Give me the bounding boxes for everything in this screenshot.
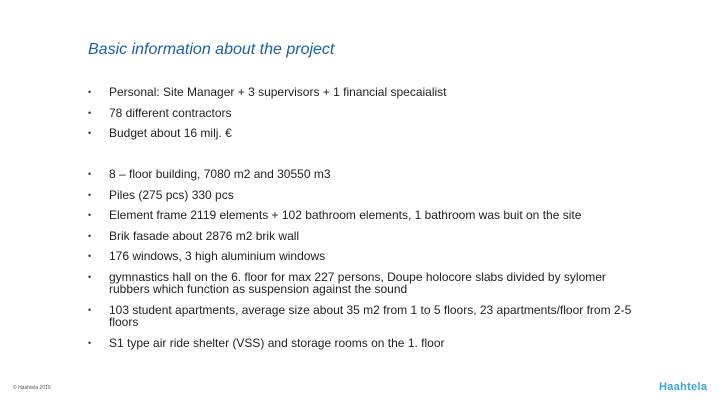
list-item-text: Element frame 2119 elements + 102 bathroom elements, 1 bathroom was buit on the site (109, 208, 582, 222)
list-item (88, 107, 648, 119)
list-item (88, 209, 648, 221)
bullet-icon: • (88, 169, 92, 179)
list-item-text: 78 different contractors (109, 106, 232, 120)
bullet-icon: • (88, 338, 92, 348)
slide-title: Basic information about the project (88, 41, 335, 58)
list-item-text: 103 student apartments, average size about 35 m2 from 1 to 5 floors, 23 apartments/floor from 2-5 floors (109, 303, 632, 329)
list-item (88, 168, 648, 180)
list-item-text: gymnastics hall on the 6. floor for max 227 persons, Doupe holocore slabs divided by sylomer rubbers which function as suspension against the sound (109, 270, 606, 296)
list-item-text: 8 – floor building, 7080 m2 and 30550 m3 (109, 167, 331, 181)
bullet-icon: • (88, 251, 92, 261)
list-item-text: Budget about 16 milj. € (109, 126, 232, 140)
bullet-icon: • (88, 272, 92, 282)
bullet-icon: • (88, 108, 92, 118)
bullet-icon: • (88, 210, 92, 220)
haahtela-logo: Haahtela (659, 381, 708, 393)
bullet-icon: • (88, 231, 92, 241)
list-item (88, 127, 648, 139)
bullet-icon: • (88, 190, 92, 200)
list-item (88, 86, 648, 98)
list-item (88, 230, 648, 242)
list-item-text: Brik fasade about 2876 m2 brik wall (109, 229, 300, 243)
list-item (88, 304, 648, 328)
bullet-icon: • (88, 305, 92, 315)
footer-copyright: © Haahtela 2019 (13, 385, 51, 391)
list-item-text: S1 type air ride shelter (VSS) and storage rooms on the 1. floor (109, 336, 445, 350)
list-item (88, 337, 648, 349)
list-item (88, 250, 648, 262)
list-item (88, 189, 648, 201)
bullet-icon: • (88, 128, 92, 138)
list-item-text: Piles (275 pcs) 330 pcs (109, 188, 234, 202)
list-item (88, 271, 648, 295)
list-item-text: Personal: Site Manager + 3 supervisors + 1 financial specaialist (109, 85, 447, 99)
list-item-text: 176 windows, 3 high aluminium windows (109, 249, 326, 263)
bullet-icon: • (88, 87, 92, 97)
